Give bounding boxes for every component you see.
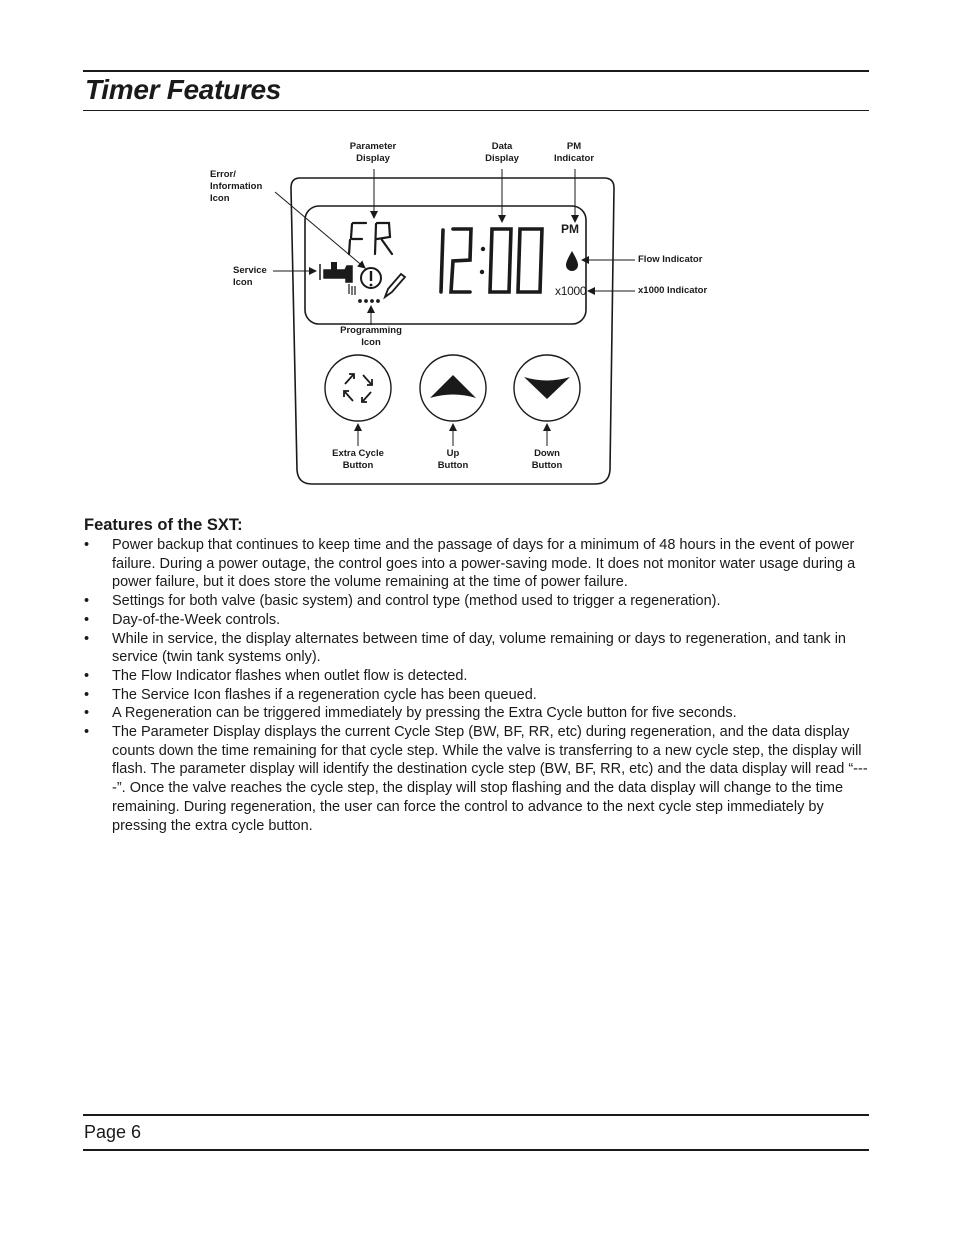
title-underline-rule <box>83 110 869 111</box>
feature-text: Day-of-the-Week controls. <box>112 611 281 628</box>
service-icon-label: Service Icon <box>233 265 267 288</box>
page-title: Timer Features <box>85 74 282 105</box>
down-arrow-icon <box>524 377 570 399</box>
feature-text: A Regeneration can be triggered immediately by pressing the Extra Cycle button for five seconds. <box>112 705 737 722</box>
feature-text: Power backup that continues to keep time and the passage of days for a minimum of 48 hours in the event of power failure. During a power outage, the control goes into a power-saving mode. It does not monitor water usage during a power failure, but it does store the volume remaining at the time of power failure. <box>112 537 856 591</box>
bullet: • <box>84 724 90 741</box>
feature-item <box>84 611 870 630</box>
feature-text: The Service Icon flashes if a regeneration cycle has been queued. <box>112 686 537 703</box>
flow-indicator-icon <box>566 251 578 271</box>
error-information-icon-label: Error/ Information Icon <box>210 169 263 204</box>
timer-illustration <box>0 130 954 500</box>
footer-bottom-rule <box>83 1149 869 1151</box>
data-display <box>441 229 542 292</box>
bullet: • <box>84 667 90 684</box>
page-number: Page 6 <box>84 1122 142 1142</box>
extra-cycle-button-label: Extra Cycle Button <box>332 448 384 471</box>
feature-item <box>84 536 870 592</box>
bullet: • <box>84 537 90 553</box>
feature-item <box>84 723 870 835</box>
bullet: • <box>84 593 90 610</box>
bullet: • <box>84 705 90 722</box>
programming-icon-label: Programming Icon <box>340 325 402 348</box>
parameter-display <box>349 223 392 254</box>
faucet-icon <box>320 262 355 295</box>
error-information-icon <box>361 268 381 288</box>
pencil-icon <box>385 274 405 297</box>
bullet: • <box>84 630 90 647</box>
extra-cycle-icon <box>344 374 372 402</box>
data-display-label: Data Display <box>485 141 519 164</box>
bullet: • <box>84 611 90 628</box>
extra-cycle-button-shape <box>325 355 391 421</box>
pm-indicator-label: PM Indicator <box>553 141 595 164</box>
footer-top-rule <box>83 1114 869 1116</box>
parameter-display-label: Parameter Display <box>349 141 397 164</box>
feature-item <box>84 630 870 667</box>
pm-text: PM <box>561 222 579 236</box>
feature-item <box>84 686 870 705</box>
timer-diagram <box>0 130 954 500</box>
lcd-window <box>305 206 586 324</box>
feature-item <box>84 667 870 686</box>
bullet: • <box>84 686 90 703</box>
feature-item <box>84 592 870 611</box>
flow-indicator-label: Flow Indicator <box>638 254 703 265</box>
feature-text: Settings for both valve (basic system) and control type (method used to trigger a regeneration). <box>112 593 721 610</box>
down-button-label: Down Button <box>531 448 563 471</box>
feature-text: While in service, the display alternates between time of day, volume remaining or days to regeneration, and tank in service (twin tank systems only). <box>112 630 846 666</box>
x1000-text: x1000 <box>555 284 587 298</box>
feature-text: The Flow Indicator flashes when outlet flow is detected. <box>112 667 468 684</box>
x1000-indicator-label: x1000 Indicator <box>638 285 708 296</box>
up-arrow-icon <box>430 375 476 398</box>
features-heading: Features of the SXT: <box>84 516 243 534</box>
top-rule <box>83 70 869 72</box>
programming-icon <box>358 299 380 303</box>
feature-item <box>84 704 870 723</box>
features-list <box>84 536 870 835</box>
feature-text: The Parameter Display displays the current Cycle Step (BW, BF, RR, etc) during regeneration, and the data display counts down the time remaining for that cycle step. While the valve is transferring to a new cycle step, the display will flash. The parameter display will identify the destination cycle step (BW, BF, RR, etc) and the data display will read “----”. Once the valve reaches the cycle step, the display will stop flashing and the data display will change to the time remaining. During regeneration, the user can force the control to advance to the next cycle step immediately by pressing the extra cycle button. <box>112 724 868 834</box>
up-button-label: Up Button <box>437 448 469 471</box>
